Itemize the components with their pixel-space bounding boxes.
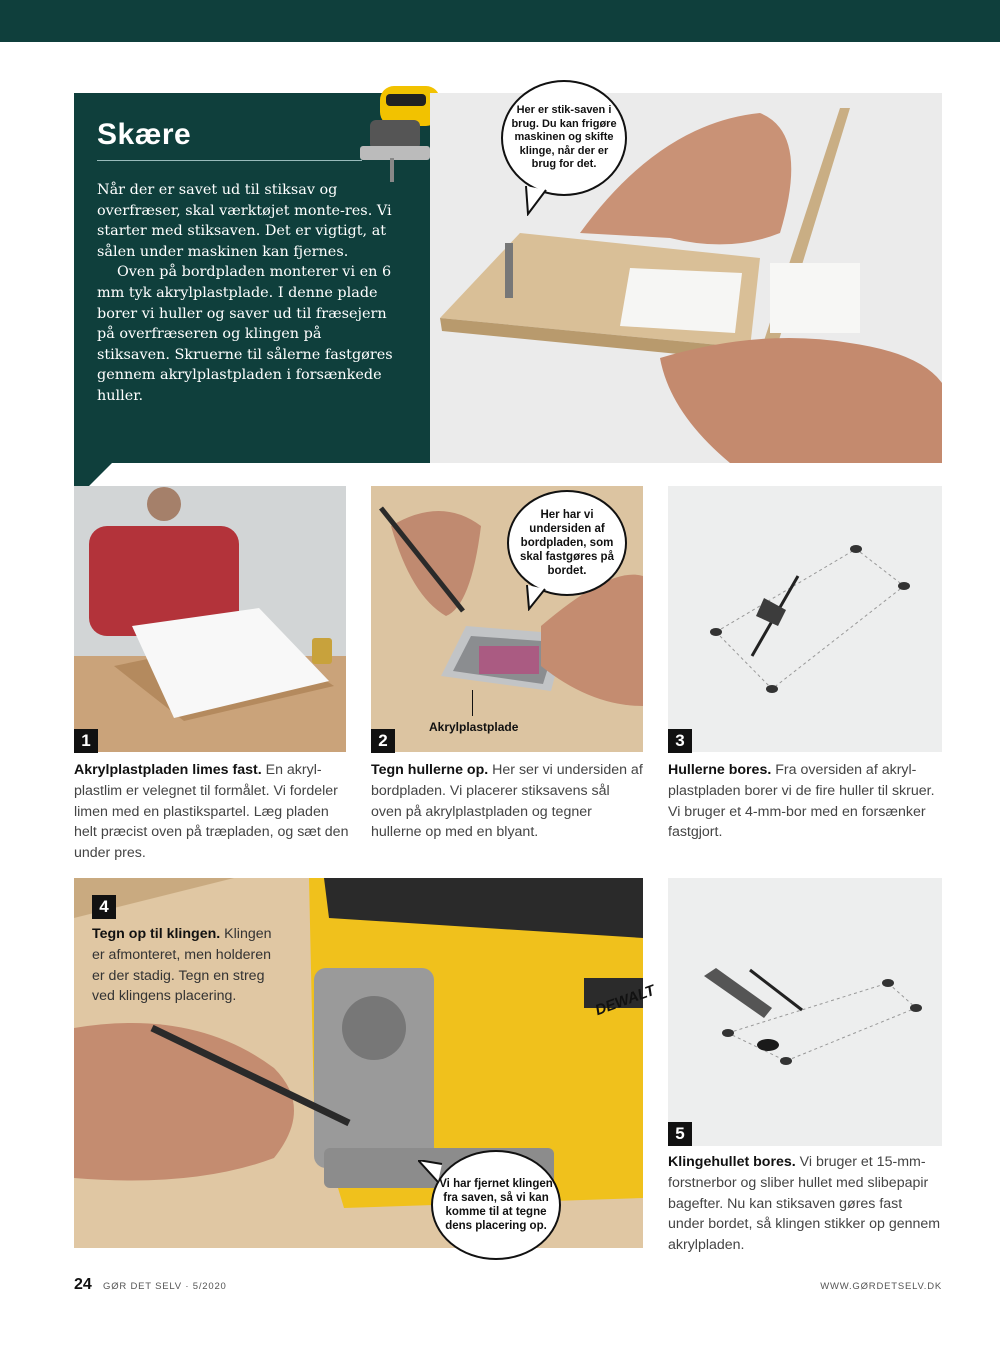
step-1-title: Akrylplastpladen limes fast.: [74, 762, 262, 778]
step-2-number: 2: [371, 729, 395, 753]
main-bubble-tail: [522, 186, 552, 216]
magazine-issue: GØR DET SELV · 5/2020: [103, 1281, 227, 1292]
step-5-title: Klingehullet bores.: [668, 1154, 796, 1170]
step-4-title: Tegn op til klingen.: [92, 926, 221, 942]
step-4-caption: [92, 924, 282, 1007]
step-5-text: Vi bruger et 15-mm-forstnerbor og sliber hullet med slibepapir bagefter. Nu kan stiksaven gøres fast under bordet, så klingen stikker op gennem akrylpladen.: [668, 1154, 941, 1254]
step-3-caption: [668, 760, 942, 843]
step-2-bubble-tail: [523, 585, 549, 611]
title-rule: [97, 160, 362, 161]
top-color-band: [0, 0, 1000, 42]
step-1-text: En akryl-plastlim er velegnet til formålet. Vi fordeler limen med en plastikspartel. Læg pladen helt præcist oven på træpladen, og sæt den under pres.: [74, 762, 349, 862]
intro-paragraph-1: Når der er savet ud til stiksav og overfræser, skal værktøjet monte-res. Vi starter med stiksaven. Det er vigtigt, at sålen under maskinen kan fjernes.: [97, 182, 392, 260]
step-2-callout-line: [472, 690, 473, 716]
step-5-photo: [668, 878, 942, 1146]
step-4-number: 4: [92, 895, 116, 919]
step-3-number: 3: [668, 729, 692, 753]
step-4-text: Klingen er afmonteret, men holderen er der stadig. Tegn en streg ved klingens placering.: [92, 926, 272, 1005]
intro-paragraph-2: Oven på bordpladen monterer vi en 6 mm tyk akrylplastplade. I denne plade borer vi huller og saver ud til fræsejern på overfræseren og klingen på stiksaven. Skruerne til sålerne fastgøres gennem akrylplastpladen i forsænkede huller.: [97, 264, 393, 404]
website-url: WWW.GØRDETSELV.DK: [820, 1281, 942, 1292]
step-2-title: Tegn hullerne op.: [371, 762, 489, 778]
step-2-bubble: [507, 490, 627, 596]
step-5-number: 5: [668, 1122, 692, 1146]
step-2-bubble-text: Her har vi undersiden af bordpladen, som skal fastgøres på bordet.: [520, 509, 614, 577]
step-1-number: 1: [74, 729, 98, 753]
intro-text: [97, 180, 397, 407]
step-1-caption: [74, 760, 349, 864]
step-3-photo: [668, 486, 942, 752]
step-4-bubble: [431, 1150, 561, 1260]
step-4-bubble-text: Vi har fjernet klingen fra saven, så vi kan komme til at tegne dens placering op.: [439, 1178, 553, 1232]
page-number: 24: [74, 1276, 92, 1293]
main-photo-bubble-text: Her er stik-saven i brug. Du kan frigøre maskinen og skifte klinge, når der er brug for det.: [511, 104, 617, 171]
step-4-brand: DEWALT: [592, 981, 658, 1020]
main-photo-bubble: [501, 80, 627, 196]
step-1-photo: [74, 486, 346, 752]
step-2-text: Her ser vi undersiden af bordpladen. Vi placerer stiksavens sål oven på akrylplastpladen og tegner hullerne op med en blyant.: [371, 762, 643, 841]
step-2-caption: [371, 760, 643, 843]
step-3-title: Hullerne bores.: [668, 762, 772, 778]
step-2-callout-label: Akrylplastplade: [429, 720, 519, 734]
step-3-text: Fra oversiden af akryl-plastpladen borer vi de fire huller til skruer. Vi bruger et 4-mm-bor med en forsænker fastgjort.: [668, 762, 935, 841]
step-4-bubble-tail: [418, 1160, 444, 1186]
section-title: Skære: [97, 118, 192, 151]
step-5-caption: [668, 1152, 942, 1256]
